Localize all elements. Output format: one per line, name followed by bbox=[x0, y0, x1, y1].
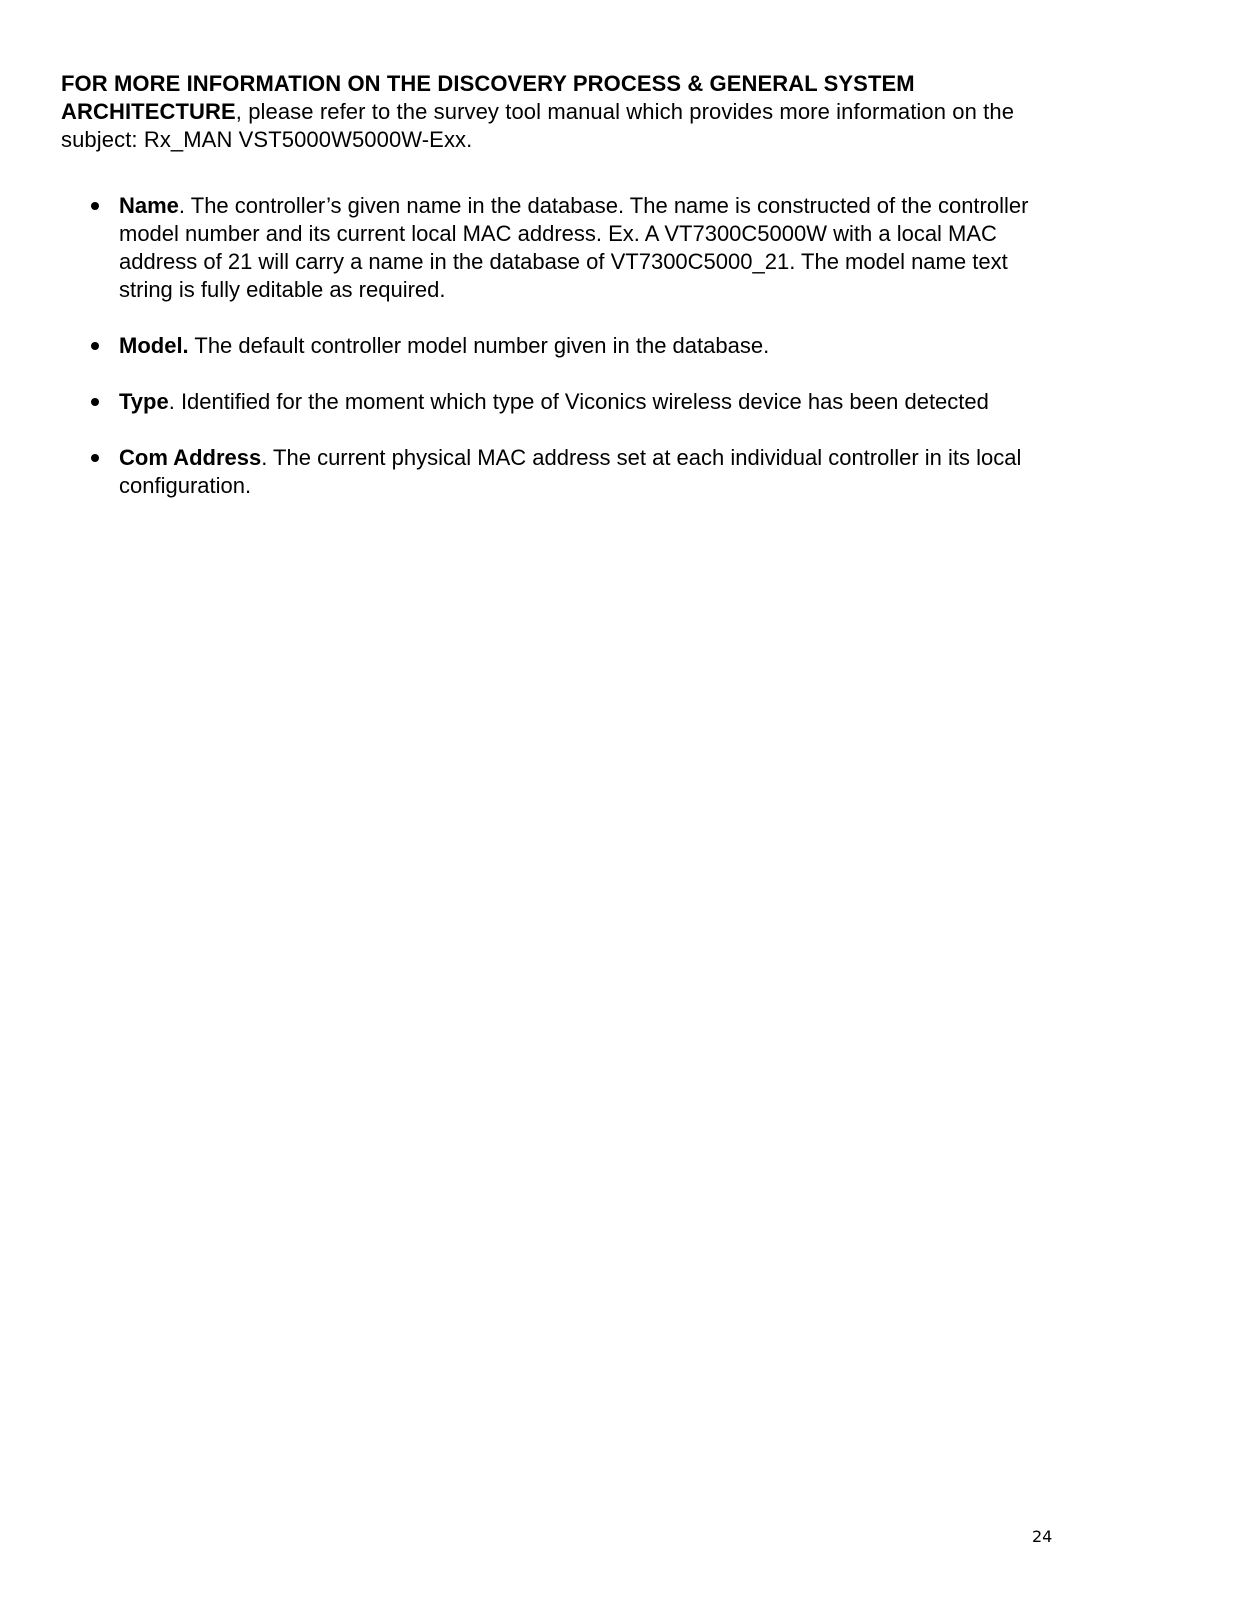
term-com-address: Com Address bbox=[119, 445, 262, 470]
definition-name: . The controller’s given name in the database. The name is constructed of the controller model number and its current local MAC address. Ex. A VT7300C5000W with a local MAC address of 21 will carry a name in the database of VT7300C5000_21. The model name text string is fully editable as required. bbox=[119, 193, 1029, 302]
intro-paragraph bbox=[61, 70, 1051, 154]
definition-model: The default controller model number given in the database. bbox=[188, 333, 770, 358]
list-item-com-address bbox=[61, 444, 1051, 500]
bullet-icon bbox=[91, 342, 99, 350]
list-item-name bbox=[61, 192, 1051, 304]
definition-com-address: . The current physical MAC address set at each individual controller in its local configuration. bbox=[119, 445, 1022, 498]
term-name: Name bbox=[119, 193, 179, 218]
bullet-icon bbox=[91, 454, 99, 462]
list-item-model bbox=[61, 332, 1051, 360]
term-model: Model. bbox=[119, 333, 189, 358]
bullet-icon bbox=[91, 398, 99, 406]
intro-text: , please refer to the survey tool manual which provides more information on the subject: Rx_MAN VST5000W5000W-Exx. bbox=[61, 99, 1015, 152]
page-number: 24 bbox=[1032, 1527, 1053, 1546]
field-definitions-list bbox=[61, 192, 1051, 528]
term-type: Type bbox=[119, 389, 169, 414]
list-item-type bbox=[61, 388, 1051, 416]
intro-heading: FOR MORE INFORMATION ON THE DISCOVERY PROCESS & GENERAL SYSTEM ARCHITECTURE bbox=[61, 71, 915, 124]
definition-type: . Identified for the moment which type of Viconics wireless device has been detected bbox=[168, 389, 989, 414]
bullet-icon bbox=[91, 202, 99, 210]
